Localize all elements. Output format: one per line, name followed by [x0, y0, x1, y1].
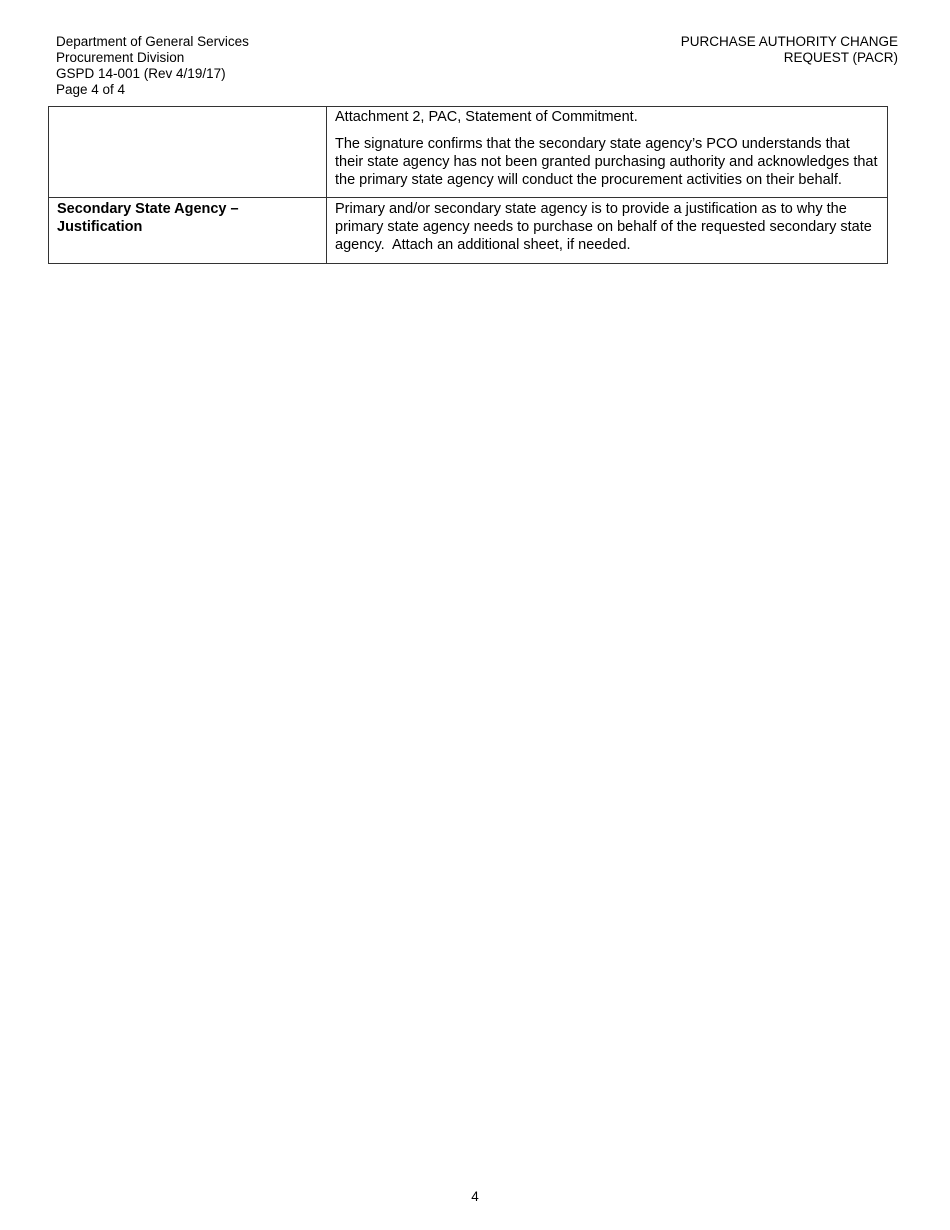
- row-label-cell: [49, 107, 327, 198]
- department-name: Department of General Services: [56, 34, 249, 49]
- row-description-cell: [327, 107, 888, 198]
- row-label-cell: [49, 198, 327, 264]
- form-title-line-1: PURCHASE AUTHORITY CHANGE: [680, 34, 898, 49]
- page-indicator: Page 4 of 4: [56, 82, 126, 97]
- header-right: [681, 34, 898, 66]
- division-name: Procurement Division: [56, 50, 185, 65]
- header-left: [56, 34, 249, 98]
- row-label: Secondary State Agency – Justification: [57, 201, 239, 235]
- description-paragraph: The signature confirms that the secondary state agency’s PCO understands that their state agency has not been granted purchasing authority and acknowledges that the primary state agency will conduct the procurement activities on their behalf.: [335, 136, 878, 188]
- form-number: GSPD 14-001 (Rev 4/19/17): [56, 66, 226, 81]
- page-number: 4: [471, 1189, 479, 1204]
- table-row: [49, 198, 888, 264]
- description-paragraph: Attachment 2, PAC, Statement of Commitment.: [335, 109, 638, 125]
- description-paragraph: Primary and/or secondary state agency is to provide a justification as to why the primary state agency needs to purchase on behalf of the requested secondary state agency. Attach an additional sheet, if needed.: [335, 201, 876, 253]
- table-row: [49, 107, 888, 198]
- instructions-table: [48, 106, 888, 264]
- row-label: [49, 107, 326, 109]
- form-title-line-2: REQUEST (PACR): [783, 50, 898, 65]
- row-description-cell: [327, 198, 888, 264]
